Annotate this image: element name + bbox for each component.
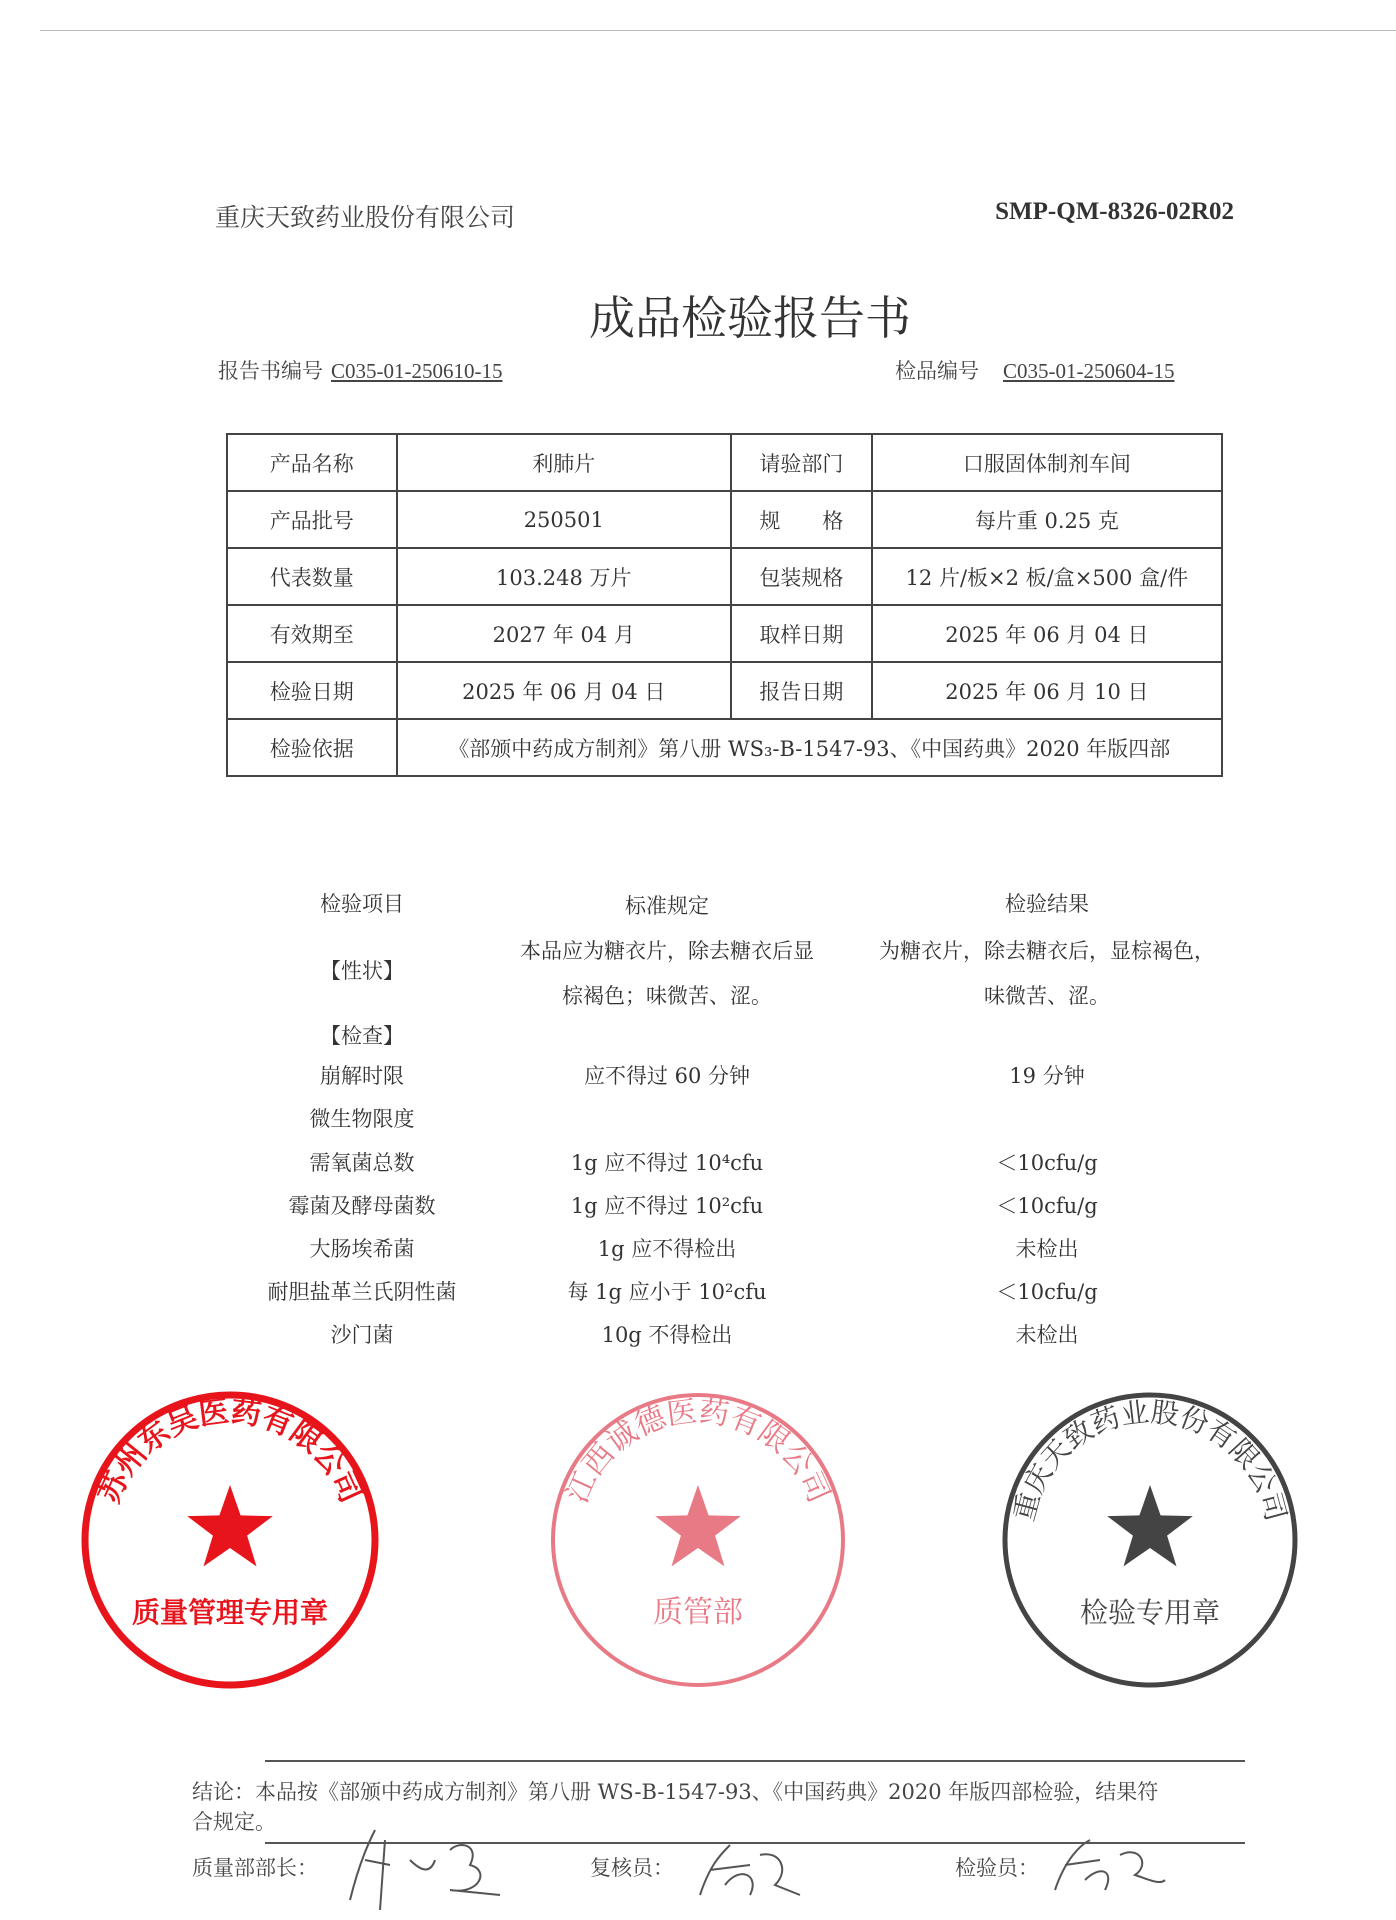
header-result: 检验结果 [1005, 892, 1089, 916]
scan-edge-line [40, 30, 1396, 31]
divider-line [265, 1760, 1245, 1762]
test-result: ＜10cfu/g [996, 1280, 1098, 1304]
test-standard: 10g 不得检出 [601, 1323, 733, 1347]
gray-inspection-stamp [1000, 1390, 1300, 1690]
gray-stamp-center-text: 检验专用章 [1079, 1596, 1221, 1629]
field-label: 产品名称 [227, 434, 397, 491]
table-row [227, 434, 1222, 491]
test-result: 未检出 [1015, 1237, 1079, 1261]
appearance-standard-1: 本品应为糖衣片，除去糖衣后显 [520, 939, 814, 963]
pink-stamp-ring-text: 江西诚德医药有限公司 [559, 1394, 837, 1509]
test-standard: 1g 应不得过 10²cfu [570, 1194, 764, 1218]
field-value: 2025 年 06 月 10 日 [872, 662, 1222, 719]
field-label: 取样日期 [731, 605, 872, 662]
red-stamp-ring-text: 苏州东吴医药有限公司 [91, 1394, 369, 1509]
pink-stamp-center-text: 质管部 [653, 1595, 743, 1630]
conclusion-line-1: 结论：本品按《部颁中药成方制剂》第八册 WS-B-1547-93、《中国药典》2020 年版四部检验，结果符 [192, 1780, 1159, 1804]
report-number [218, 355, 503, 385]
test-item: 大肠埃希菌 [309, 1237, 415, 1261]
test-item: 沙门菌 [330, 1323, 394, 1347]
star-icon [187, 1485, 273, 1566]
field-value: 103.248 万片 [397, 548, 731, 605]
qa-head-label: 质量部部长： [192, 1856, 318, 1880]
table-row-basis [227, 719, 1222, 776]
appearance-standard-2: 棕褐色；味微苦、涩。 [562, 984, 772, 1008]
table-row [227, 548, 1222, 605]
test-item: 微生物限度 [309, 1107, 415, 1131]
test-standard: 1g 应不得过 10⁴cfu [570, 1151, 764, 1175]
test-standard: 应不得过 60 分钟 [583, 1064, 751, 1088]
test-result: 未检出 [1015, 1323, 1079, 1347]
field-label: 代表数量 [227, 548, 397, 605]
field-value: 2027 年 04 月 [397, 605, 731, 662]
test-result: ＜10cfu/g [996, 1194, 1098, 1218]
inspector-label: 检验员： [955, 1856, 1039, 1880]
field-value: 12 片/板×2 板/盒×500 盒/件 [872, 548, 1222, 605]
basis-value: 《部颁中药成方制剂》第八册 WS₃-B-1547-93、《中国药典》2020 年版四部 [397, 719, 1222, 776]
appearance-result-2: 味微苦、涩。 [984, 984, 1110, 1008]
field-value: 2025 年 06 月 04 日 [872, 605, 1222, 662]
field-label: 产品批号 [227, 491, 397, 548]
conclusion-line-2: 合规定。 [192, 1810, 276, 1834]
check-label: 【检查】 [320, 1024, 404, 1048]
field-label: 检验日期 [227, 662, 397, 719]
sample-number [895, 355, 1175, 385]
signature-inspector [1045, 1830, 1175, 1910]
report-number-value: C035-01-250610-15 [331, 359, 503, 383]
test-item: 耐胆盐革兰氏阴性菌 [267, 1280, 457, 1304]
field-value: 口服固体制剂车间 [872, 434, 1222, 491]
field-label: 报告日期 [731, 662, 872, 719]
test-result: 19 分钟 [1009, 1064, 1085, 1088]
header-standard: 标准规定 [625, 894, 709, 918]
field-value: 每片重 0.25 克 [872, 491, 1222, 548]
red-stamp-center-text: 质量管理专用章 [131, 1596, 329, 1629]
test-standard: 1g 应不得检出 [597, 1237, 737, 1261]
star-icon [655, 1485, 741, 1566]
test-item: 霉菌及酵母菌数 [288, 1194, 436, 1218]
report-title: 成品检验报告书 [589, 291, 911, 345]
test-item: 崩解时限 [320, 1064, 404, 1088]
product-info-table [226, 433, 1223, 777]
field-value: 利肺片 [397, 434, 731, 491]
report-number-label: 报告书编号 [218, 359, 323, 383]
star-icon [1107, 1485, 1193, 1566]
field-label: 包装规格 [731, 548, 872, 605]
signature-qa-head [340, 1820, 520, 1920]
sample-number-label: 检品编号 [895, 359, 979, 383]
field-value: 250501 [397, 491, 731, 548]
reviewer-label: 复核员： [590, 1856, 674, 1880]
field-label: 请验部门 [731, 434, 872, 491]
table-row [227, 491, 1222, 548]
field-label: 规 格 [731, 491, 872, 548]
signature-reviewer [690, 1825, 820, 1915]
field-label: 有效期至 [227, 605, 397, 662]
document-code: SMP-QM-8326-02R02 [995, 198, 1234, 225]
gray-stamp-ring-text: 重庆天致药业股份有限公司 [1007, 1395, 1293, 1525]
test-item: 需氧菌总数 [309, 1151, 415, 1175]
appearance-item: 【性状】 [320, 959, 404, 983]
sample-number-value: C035-01-250604-15 [1003, 359, 1175, 383]
table-row [227, 662, 1222, 719]
red-quality-stamp [80, 1390, 380, 1690]
appearance-result-1: 为糖衣片，除去糖衣后，显棕褐色， [879, 939, 1215, 963]
table-row [227, 605, 1222, 662]
test-standard: 每 1g 应小于 10²cfu [567, 1280, 767, 1304]
basis-label: 检验依据 [227, 719, 397, 776]
header-test-item: 检验项目 [320, 892, 404, 916]
test-result: ＜10cfu/g [996, 1151, 1098, 1175]
field-value: 2025 年 06 月 04 日 [397, 662, 731, 719]
pink-company-stamp [548, 1390, 848, 1690]
company-name: 重庆天致药业股份有限公司 [215, 203, 516, 232]
